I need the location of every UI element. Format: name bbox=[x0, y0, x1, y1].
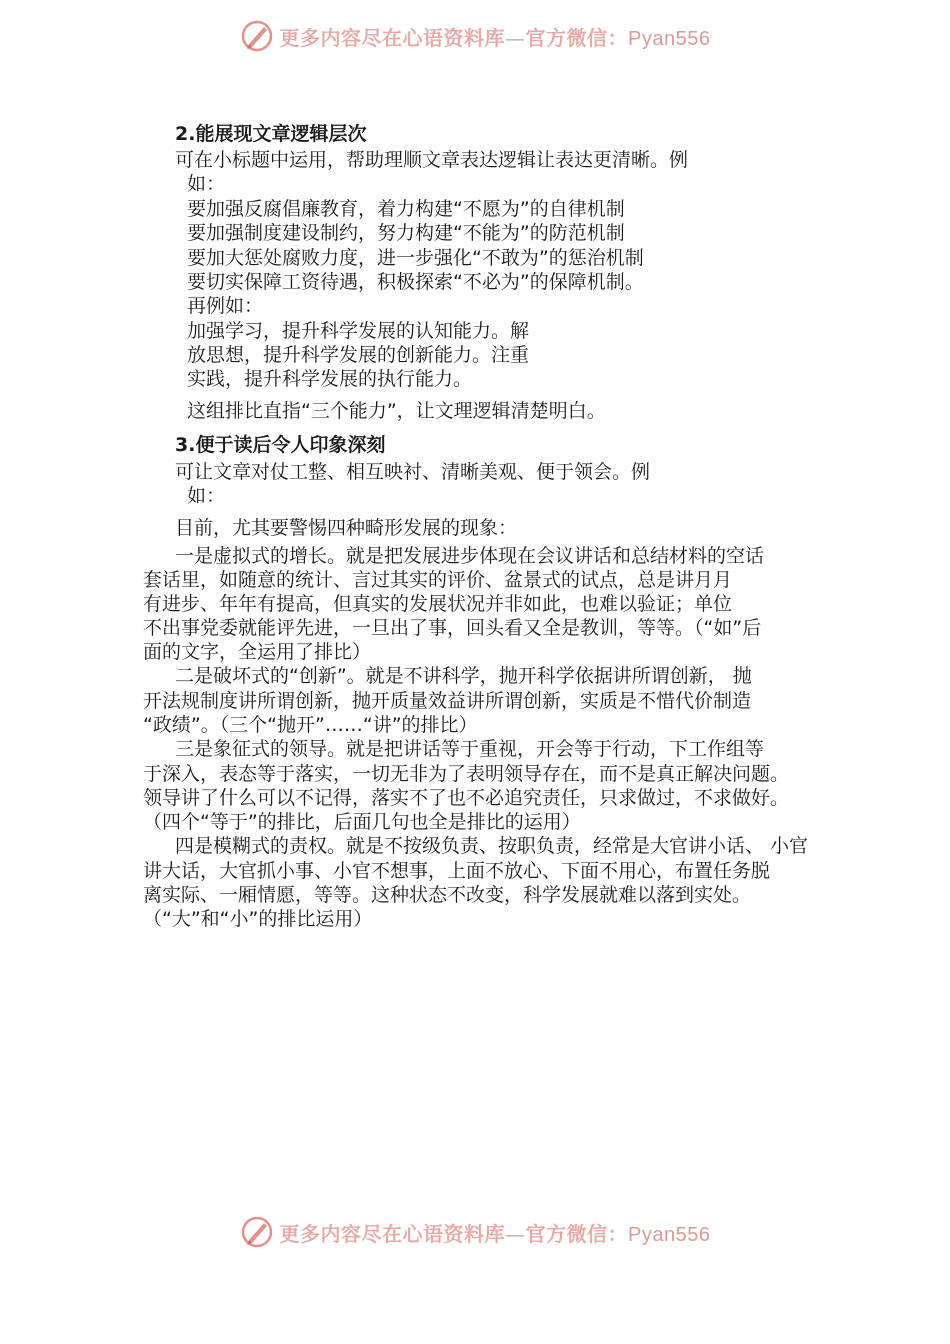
example-2-line: 加强学习，提升科学发展的认知能力。解 bbox=[187, 320, 530, 342]
header-watermark bbox=[0, 16, 950, 56]
watermark-separator: — bbox=[505, 25, 526, 50]
watermark-wechat-label: 官方微信： bbox=[525, 25, 629, 50]
pen-logo-icon bbox=[240, 19, 274, 53]
paragraph-line: 有进步、年年有提高，但真实的发展状况并非如此，也难以验证；单位 bbox=[143, 593, 733, 615]
paragraph-line: 套话里，如随意的统计、言过其实的评价、盆景式的试点，总是讲月月 bbox=[143, 569, 733, 591]
section-2-summary: 这组排比直指“三个能力”，让文理逻辑清楚明白。 bbox=[187, 400, 606, 422]
paragraph-line: 三是象征式的领导。就是把讲话等于重视，开会等于行动，下工作组等 bbox=[175, 738, 765, 760]
section-2-intro-line: 可在小标题中运用，帮助理顺文章表达逻辑让表达更清晰。例 bbox=[175, 149, 689, 171]
watermark-main-text: 更多内容尽在心语资料库 bbox=[279, 25, 506, 50]
paragraph-line: 面的文字，全运用了排比） bbox=[143, 641, 372, 663]
paragraph-line: 于深入，表态等于落实，一切无非为了表明领导存在，而不是真正解决问题。 bbox=[143, 763, 790, 785]
again-label: 再例如： bbox=[187, 295, 264, 317]
paragraph-line: “政绩”。（三个“抛开”……“讲”的排比） bbox=[143, 714, 478, 736]
paragraph-line: 四是模糊式的责权。就是不按级负责、按职负责，经常是大官讲小话、 小官 bbox=[175, 835, 809, 857]
section-3-intro-line: 可让文章对仗工整、相互映衬、清晰美观、便于领会。例 bbox=[175, 461, 651, 483]
watermark-separator: — bbox=[505, 1221, 526, 1246]
example-line: 要切实保障工资待遇，积极探索“不必为”的保障机制。 bbox=[187, 271, 644, 293]
example-2-line: 放思想，提升科学发展的创新能力。注重 bbox=[187, 344, 530, 366]
section-2-intro-line: 如： bbox=[187, 173, 226, 195]
example-line: 要加大惩处腐败力度，进一步强化“不敢为”的惩治机制 bbox=[187, 247, 644, 269]
example-2-line: 实践，提升科学发展的执行能力。 bbox=[187, 368, 473, 390]
watermark-main-text: 更多内容尽在心语资料库 bbox=[279, 1221, 506, 1246]
watermark-wechat-id: Pyan556 bbox=[628, 1223, 711, 1246]
paragraph-line: 开法规制度讲所谓创新，抛开质量效益讲所谓创新，实质是不惜代价制造 bbox=[143, 690, 752, 712]
watermark-wechat-label: 官方微信： bbox=[525, 1221, 629, 1246]
example-line: 要加强制度建设制约，努力构建“不能为”的防范机制 bbox=[187, 222, 625, 244]
example-line: 要加强反腐倡廉教育，着力构建“不愿为”的自律机制 bbox=[187, 198, 625, 220]
paragraph-line: 离实际、一厢情愿，等等。这种状态不改变，科学发展就难以落到实处。 bbox=[143, 884, 752, 906]
watermark-wechat-id: Pyan556 bbox=[628, 27, 711, 50]
paragraph-line: （“大”和“小”的排比运用） bbox=[143, 908, 373, 930]
pen-logo-icon bbox=[240, 1215, 274, 1249]
section-2-heading: 2.能展现文章逻辑层次 bbox=[175, 123, 367, 145]
section-3-intro-line: 如： bbox=[187, 485, 226, 507]
paragraph-line: 讲大话，大官抓小事、小官不想事，上面不放心、下面不用心，布置任务脱 bbox=[143, 860, 771, 882]
paragraph-line: 领导讲了什么可以不记得，落实不了也不必追究责任，只求做过，不求做好。 bbox=[143, 787, 790, 809]
paragraph-line: 不出事党委就能评先进，一旦出了事，回头看又全是教训，等等。（“如”后 bbox=[143, 617, 762, 639]
paragraph-line: 二是破坏式的“创新”。就是不讲科学，抛开科学依据讲所谓创新， 抛 bbox=[175, 665, 752, 687]
section-3-heading: 3.便于读后令人印象深刻 bbox=[175, 434, 386, 456]
paragraph-line: （四个“等于”的排比，后面几句也全是排比的运用） bbox=[143, 811, 581, 833]
footer-watermark bbox=[0, 1212, 950, 1252]
paragraph-line: 一是虚拟式的增长。就是把发展进步体现在会议讲话和总结材料的空话 bbox=[175, 545, 765, 567]
section-3-lead: 目前，尤其要警惕四种畸形发展的现象： bbox=[175, 517, 518, 539]
